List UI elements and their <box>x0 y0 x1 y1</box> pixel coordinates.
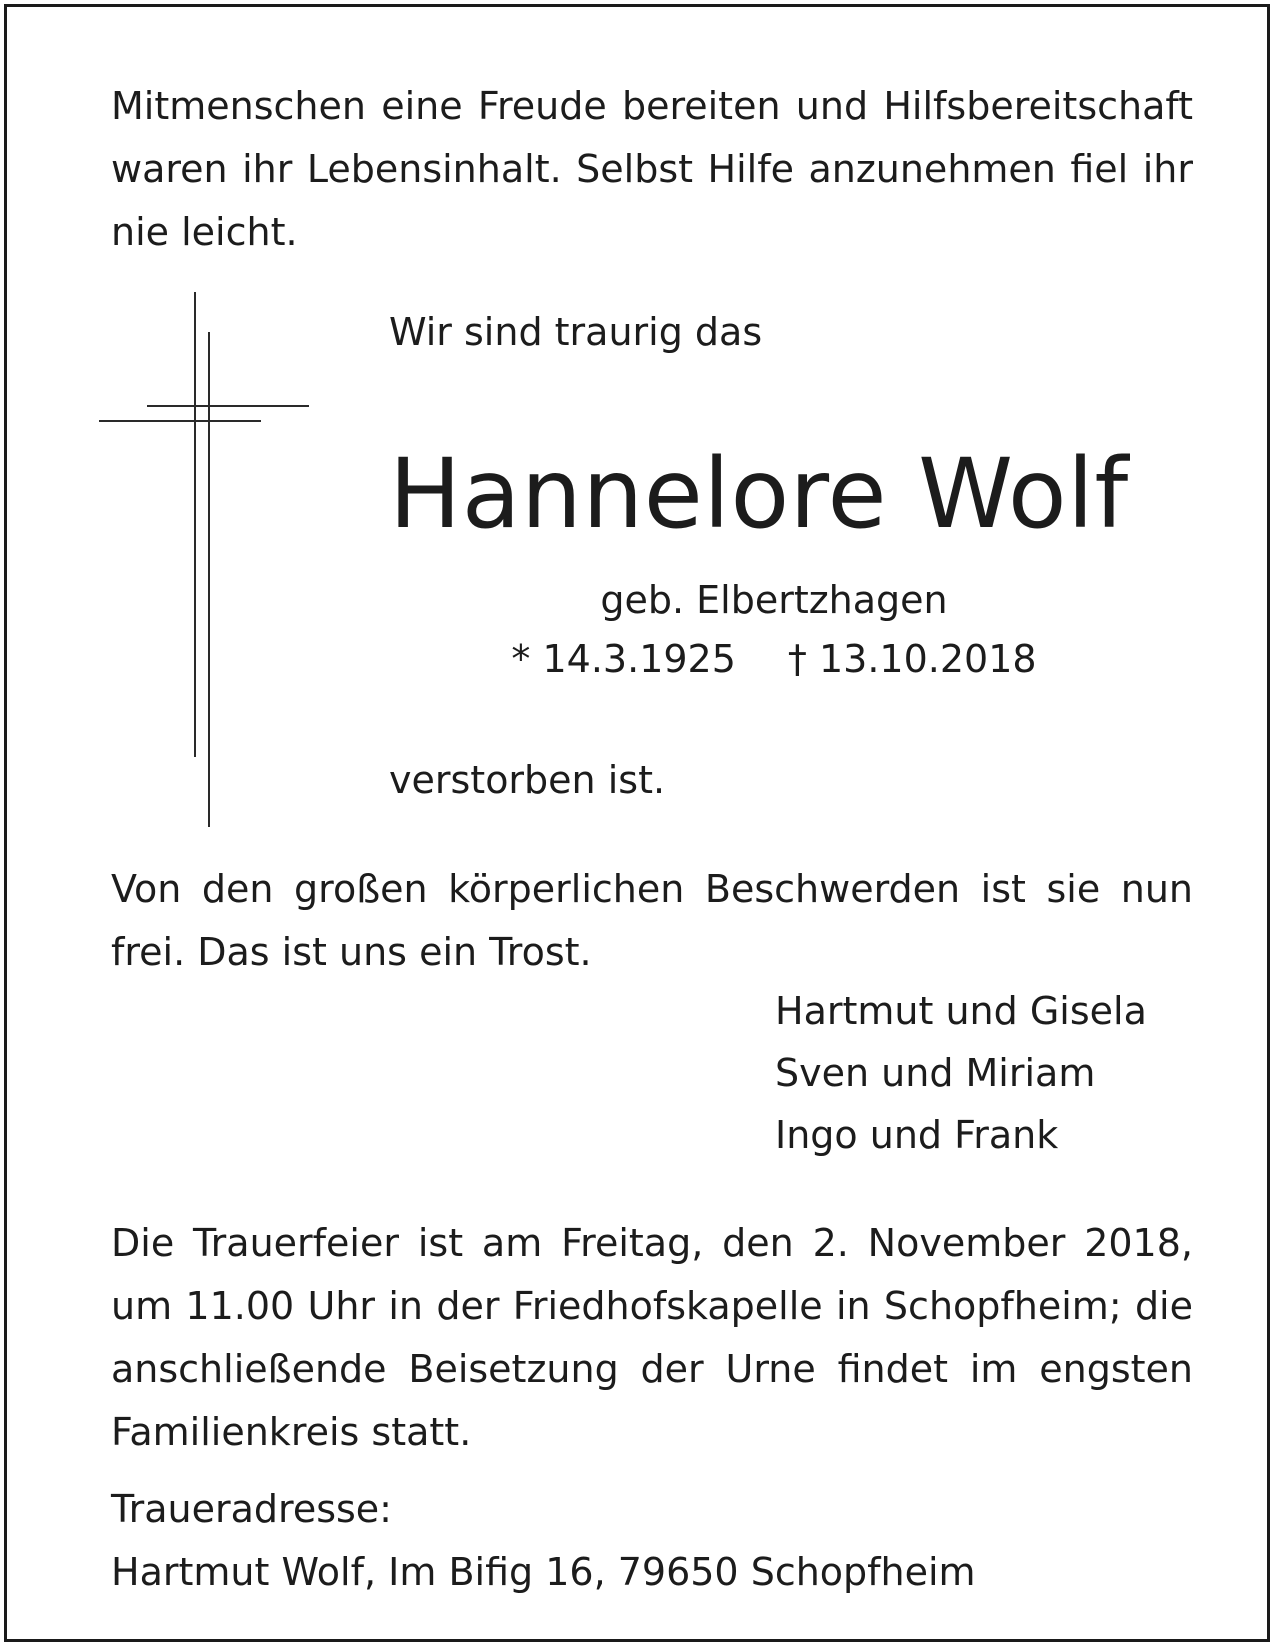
deceased-line: verstorben ist. <box>389 758 666 802</box>
obituary-card <box>4 4 1270 1642</box>
birth-name: geb. Elbertzhagen <box>600 578 948 622</box>
address-block <box>111 1478 1193 1604</box>
family-line: Hartmut und Gisela <box>775 989 1147 1033</box>
intro-text: Mitmenschen eine Freude bereiten und Hilfsbereitschaft waren ihr Lebensinhalt. Selbst Hilfe anzunehmen fiel ihr nie leicht. <box>111 84 1193 254</box>
family-signatures <box>775 980 1147 1166</box>
address-text: Hartmut Wolf, Im Bifig 16, 79650 Schopfheim <box>111 1550 976 1594</box>
sad-line: Wir sind traurig das <box>389 310 763 354</box>
death-date: † 13.10.2018 <box>787 637 1037 681</box>
family-line: Ingo und Frank <box>775 1113 1059 1157</box>
life-dates <box>389 634 1159 684</box>
cross-icon <box>99 292 309 827</box>
family-line: Sven und Miriam <box>775 1051 1096 1095</box>
address-label: Traueradresse: <box>111 1487 392 1531</box>
deceased-name: Hannelore Wolf <box>389 438 1129 550</box>
ceremony-text: Die Trauerfeier ist am Freitag, den 2. November 2018, um 11.00 Uhr in der Friedhofskapelle in Schopfheim; die anschließende Beisetzung der Urne findet im engsten Familienkreis statt. <box>111 1221 1193 1454</box>
comfort-text: Von den großen körperlichen Beschwerden ist sie nun frei. Das ist uns ein Trost. <box>111 867 1193 974</box>
birth-date: * 14.3.1925 <box>511 637 736 681</box>
